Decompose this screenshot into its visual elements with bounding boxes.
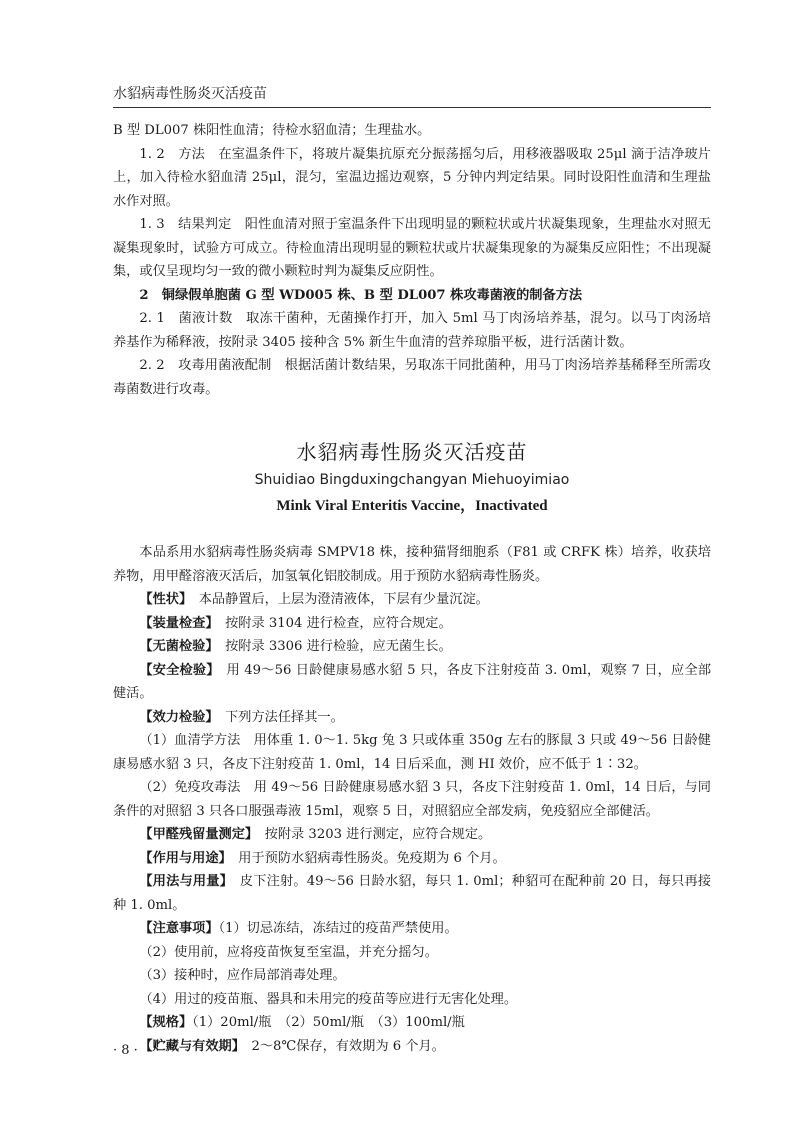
section-guige bbox=[113, 1011, 711, 1035]
section-head: 【用法与用量】 bbox=[139, 874, 227, 889]
monograph-title bbox=[113, 437, 711, 519]
title-english: Mink Viral Enteritis Vaccine，Inactivated bbox=[276, 498, 548, 514]
section-text: 皮下注射。49～56 日龄水貂，每只 1. 0ml；种貂可在配种前 20 日，每只再接种 1. 0ml。 bbox=[113, 874, 712, 913]
section-text: （1）切忌冻结，冻结过的疫苗严禁使用。 bbox=[218, 921, 458, 936]
section-heading-2: 2 铜绿假单胞菌 G 型 WD005 株、B 型 DL007 株攻毒菌液的制备方法 bbox=[139, 287, 583, 303]
title-pinyin: Shuidiao Bingduxingchangyan Miehuoyimiao bbox=[254, 472, 570, 488]
paragraph-1-2: 1. 2 方法 在室温条件下，将玻片凝集抗原充分振荡摇匀后，用移液器吸取 25μl 滴于洁净玻片上，加入待检水貂血清 25μl，混匀，室温边摇边观察，5 分钟内判定结果。同时设阳性血清和生理盐水作对照。 bbox=[113, 146, 711, 209]
header-rule bbox=[113, 107, 711, 108]
section-xiaoli bbox=[113, 706, 711, 730]
paragraph-2-2: 2. 2 攻毒用菌液配制 根据活菌计数结果，另取冻干同批菌种，用马丁肉汤培养基稀释至所需攻毒菌数进行攻毒。 bbox=[113, 358, 711, 397]
section-head: 【性状】 bbox=[139, 592, 186, 607]
page-content bbox=[113, 119, 711, 1058]
xiaoli-method-1: （1）血清学方法 用体重 1. 0～1. 5kg 兔 3 只或体重 350g 左右的豚鼠 3 只或 49～56 日龄健康易感水貂 3 只，各皮下注射疫苗 1. 0ml，14 日后采血，测 HI 效价，应不低于 1∶32。 bbox=[113, 733, 711, 772]
section-head: 【注意事项】 bbox=[139, 921, 219, 936]
section-zuoyong bbox=[113, 847, 711, 871]
section-zhuangliang bbox=[113, 612, 711, 636]
title-chinese: 水貂病毒性肠炎灭活疫苗 bbox=[296, 440, 528, 464]
section-text: 用于预防水貂病毒性肠炎。免疫期为 6 个月。 bbox=[238, 850, 506, 866]
section-text: 按附录 3104 进行检查，应符合规定。 bbox=[225, 615, 452, 631]
section-text: （1）20ml/瓶 （2）50ml/瓶 （3）100ml/瓶 bbox=[192, 1015, 465, 1030]
section-wujun bbox=[113, 635, 711, 659]
section-text: 本品静置后，上层为澄清液体，下层有少量沉淀。 bbox=[198, 592, 489, 607]
running-header: 水貂病毒性肠炎灭活疫苗 bbox=[113, 86, 267, 102]
section-head: 【甲醛残留量测定】 bbox=[139, 827, 252, 842]
section-zhuyi bbox=[113, 917, 711, 941]
section-text: 按附录 3306 进行检验，应无菌生长。 bbox=[225, 639, 452, 654]
section-text: 按附录 3203 进行测定，应符合规定。 bbox=[264, 827, 492, 842]
paragraph-2-1: 2. 1 菌液计数 取冻干菌种，无菌操作打开，加入 5ml 马丁肉汤培养基，混匀。以马丁肉汤培养基作为稀释液，按附录 3405 接种含 5% 新生牛血清的营养琼脂平板，进行活菌计数。 bbox=[113, 311, 711, 350]
page-number: · 8 · bbox=[113, 1043, 138, 1058]
section-head: 【贮藏与有效期】 bbox=[139, 1038, 239, 1054]
zhuyi-item-4: （4）用过的疫苗瓶、器具和未用完的疫苗等应进行无害化处理。 bbox=[139, 991, 518, 1007]
section-text: 2～8℃保存，有效期为 6 个月。 bbox=[251, 1038, 445, 1054]
section-text: 下列方法任择其一。 bbox=[225, 709, 344, 725]
section-head: 【规格】 bbox=[139, 1015, 193, 1030]
intro-paragraph: 本品系用水貂病毒性肠炎病毒 SMPV18 株，接种猫肾细胞系（F81 或 CRFK 株）培养，收获培养物，用甲醛溶液灭活后，加氢氧化铝胶制成。用于预防水貂病毒性肠炎。 bbox=[113, 545, 711, 584]
xiaoli-method-2: （2）免疫攻毒法 用 49～56 日龄健康易感水貂 3 只，各皮下注射疫苗 1. 0ml，14 日后，与同条件的对照貂 3 只各口服强毒液 15ml，观察 5 日，对照貂应全部发病，免疫貂应全部健活。 bbox=[113, 780, 711, 819]
section-text: 用 49～56 日龄健康易感水貂 5 只，各皮下注射疫苗 3. 0ml，观察 7 日，应全部健活。 bbox=[113, 662, 712, 701]
prev-line: B 型 DL007 株阳性血清；待检水貂血清；生理盐水。 bbox=[113, 123, 431, 138]
section-anquan bbox=[113, 659, 711, 706]
section-head: 【无菌检验】 bbox=[139, 639, 212, 654]
section-head: 【作用与用途】 bbox=[139, 850, 226, 866]
section-yongfa bbox=[113, 870, 711, 917]
section-jiaquan bbox=[113, 823, 711, 847]
section-head: 【安全检验】 bbox=[139, 662, 214, 678]
section-xingzhuang bbox=[113, 588, 711, 612]
section-zhucang bbox=[113, 1035, 711, 1059]
section-head: 【装量检查】 bbox=[139, 615, 212, 631]
paragraph-1-3: 1. 3 结果判定 阳性血清对照于室温条件下出现明显的颗粒状或片状凝集现象，生理盐水对照无凝集现象时，试验方可成立。待检血清出现明显的颗粒状或片状凝集现象的为凝集反应阳性；不出现凝集，或仅呈现均匀一致的微小颗粒时判为凝集反应阴性。 bbox=[113, 217, 711, 279]
zhuyi-item-2: （2）使用前，应将疫苗恢复至室温，并充分摇匀。 bbox=[139, 944, 438, 960]
section-head: 【效力检验】 bbox=[139, 709, 212, 725]
zhuyi-item-3: （3）接种时，应作局部消毒处理。 bbox=[139, 968, 346, 983]
